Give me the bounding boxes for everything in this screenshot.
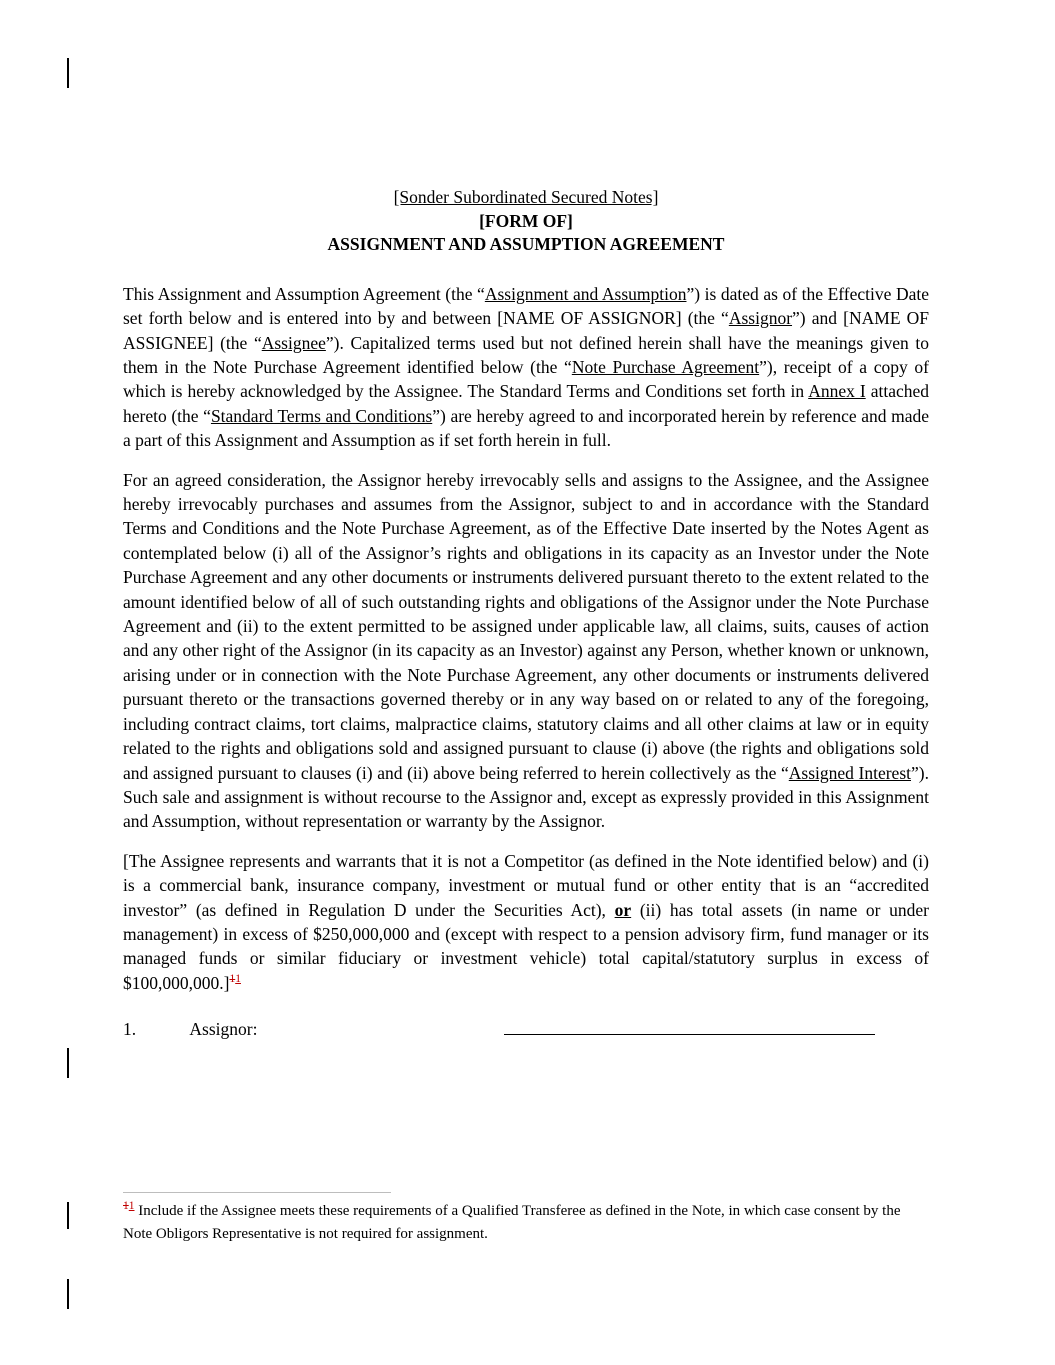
footnote-text: $^{11}$ Include if the Assignee meets these requirements of a Qualified Transferee as defined in the Note, in which case consent by the Note Obligors Representative is not required for assignment.: [123, 1200, 901, 1242]
revision-change-bar: [67, 58, 69, 88]
footnote-block: [123, 1192, 923, 1246]
assignor-blank-fill-line: [504, 1018, 875, 1036]
revision-change-bar: [67, 1048, 69, 1078]
numbered-item-assignor: [123, 1017, 929, 1041]
revision-change-bar: [67, 1279, 69, 1309]
item-number: 1.: [123, 1019, 137, 1040]
revision-change-bar: [67, 1202, 69, 1229]
item-label-assignor: Assignor:: [189, 1019, 258, 1040]
paragraph-assignment: For an agreed consideration, the Assignor hereby irrevocably sells and assigns to the Assignee, and the Assignee hereby irrevocably purchases and assumes from the Assignor, subject to and in accordance with the Standard Terms and Conditions and the Note Purchase Agreement, as of the Effective Date inserted by the Notes Agent as contemplated below (i) all of the Assignor’s rights and obligations in its capacity as an Investor under the Note Purchase Agreement and any other documents or instruments delivered pursuant thereto to the extent related to the amount identified below of all of such outstanding rights and obligations of the Assignor under the Note Purchase Agreement and (ii) to the extent permitted to be assigned under applicable law, all claims, suits, causes of action and any other right of the Assignor (in its capacity as an Investor) against any Person, whether known or unknown, arising under or in connection with the Note Purchase Agreement, any other documents or instruments delivered pursuant thereto or the transactions governed thereby or in any way based on or related to any of the foregoing, including contract claims, tort claims, malpractice claims, statutory claims and all other claims at law or in equity related to the rights and obligations sold and assigned pursuant to clause (i) above (the rights and obligations sold and assigned pursuant to clauses (i) and (ii) above being referred to herein collectively as the “Assigned Interest”). Such sale and assignment is without recourse to the Assignor and, except as expressly provided in this Assignment and Assumption, without representation or warranty by the Assignor.: [123, 469, 929, 832]
document-title-block: [123, 186, 929, 257]
footnote-separator-line: [123, 1192, 391, 1193]
document-form-of-line: [FORM OF]: [479, 210, 573, 231]
paragraph-assignee-representation: [The Assignee represents and warrants that it is not a Competitor (as defined in the Note identified below) and (i) is a commercial bank, insurance company, investment or mutual fund or other entity that is an “accredited investor” (as defined in Regulation D under the Securities Act), or (ii) has total assets (in name or under management) in excess of $250,000,000 and (except with respect to a pension advisory firm, fund manager or its managed funds or similar fiduciary or investment vehicle) total capital/statutory surplus in excess of $100,000,000.]$^{11}$: [123, 850, 929, 993]
document-title: ASSIGNMENT AND ASSUMPTION AGREEMENT: [327, 234, 725, 255]
paragraph-recitals: This Assignment and Assumption Agreement (the “Assignment and Assumption”) is dated as of the Effective Date set forth below and is entered into by and between [NAME OF ASSIGNOR] (the “Assignor”) and [NAME OF ASSIGNEE] (the “Assignee”). Capitalized terms used but not defined herein shall have the meanings given to them in the Note Purchase Agreement identified below (the “Note Purchase Agreement”), receipt of a copy of which is hereby acknowledged by the Assignee. The Standard Terms and Conditions set forth in Annex I attached hereto (the “Standard Terms and Conditions”) are hereby agreed to and incorporated herein by reference and made a part of this Assignment and Assumption as if set forth herein in full.: [123, 283, 930, 451]
document-subtitle: [Sonder Subordinated Secured Notes]: [393, 187, 659, 207]
document-body: [123, 186, 929, 1042]
